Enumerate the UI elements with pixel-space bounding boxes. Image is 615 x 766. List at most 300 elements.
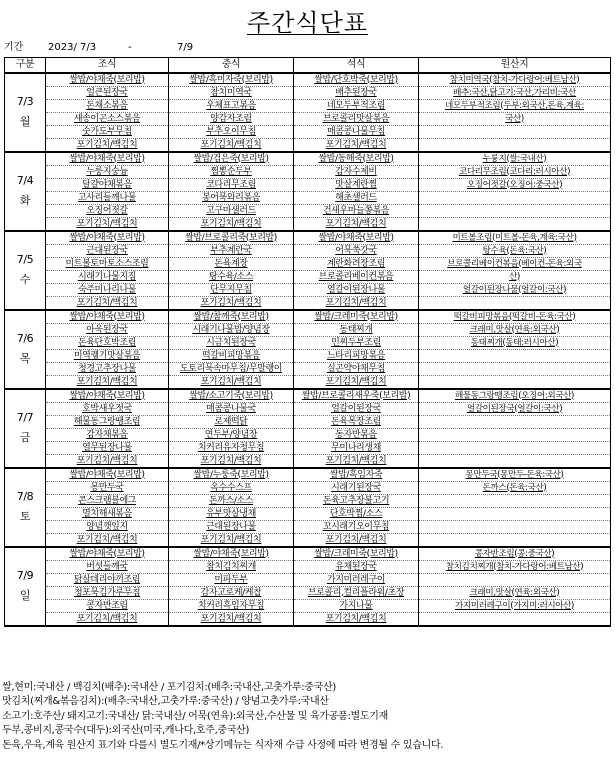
- menu-item: 우체표고볶음: [206, 100, 256, 111]
- dinner-cell: [294, 454, 419, 468]
- table-row: [5, 533, 611, 547]
- lunch-cell: [169, 178, 294, 191]
- dinner-cell: [294, 138, 419, 152]
- menu-item: 부추오이무침: [206, 126, 256, 137]
- origin-text: 미트볼조림(미트볼-돈육,계육:국산): [452, 232, 577, 243]
- breakfast-cell: [46, 73, 169, 87]
- menu-item: 청경고추장나물: [77, 363, 137, 374]
- lunch-cell: [169, 283, 294, 296]
- menu-item: 포기김치/백김치: [200, 534, 262, 545]
- table-row: [5, 494, 611, 507]
- table-row: [5, 612, 611, 626]
- lunch-cell: [169, 191, 294, 204]
- breakfast-cell: [46, 270, 169, 283]
- dinner-cell: [294, 112, 419, 125]
- table-row: [5, 599, 611, 612]
- lunch-cell: [169, 138, 294, 152]
- origin-text: 크래미,맛살(연육:외국산): [469, 324, 560, 335]
- breakfast-cell: [46, 125, 169, 138]
- menu-item: 실곤약야채무침: [326, 363, 386, 374]
- lunch-cell: [169, 389, 294, 403]
- table-row: [5, 349, 611, 362]
- menu-item: 근대된장국: [86, 245, 128, 256]
- day-cell: [5, 389, 46, 468]
- origin-text: 탕수육(돈육:국산): [482, 245, 547, 256]
- menu-item: 고사리들깨나물: [77, 192, 137, 203]
- dinner-cell: [294, 270, 419, 283]
- menu-item: 양념깻잎지: [86, 521, 128, 532]
- menu-item: 쌀밥/크레미죽(보리밥): [314, 311, 398, 322]
- menu-item: 시래기나물지짐: [77, 271, 137, 282]
- lunch-cell: [169, 599, 294, 612]
- menu-item: 유부맛살냉채: [206, 508, 256, 519]
- menu-item: 매콤콩나물국: [206, 403, 256, 414]
- menu-item: 몽만두국: [90, 482, 124, 493]
- table-row: [5, 257, 611, 270]
- dinner-cell: [294, 86, 419, 99]
- lunch-cell: [169, 481, 294, 494]
- breakfast-cell: [46, 178, 169, 191]
- menu-item: 가지미러레구이: [326, 574, 386, 585]
- breakfast-cell: [46, 481, 169, 494]
- origin-text: 네모두부적조림(두부:외국산,돈육,계육:: [444, 100, 585, 111]
- table-row: [5, 112, 611, 125]
- origin-text: 오징어젓갈(오징어:중국산): [466, 179, 563, 190]
- dinner-cell: [294, 560, 419, 573]
- breakfast-cell: [46, 257, 169, 270]
- lunch-cell: [169, 165, 294, 178]
- lunch-cell: [169, 612, 294, 626]
- origin-cell: [419, 389, 611, 403]
- dinner-cell: [294, 586, 419, 599]
- lunch-cell: [169, 349, 294, 362]
- lunch-cell: [169, 573, 294, 586]
- menu-item: 맛살계란찜: [335, 179, 377, 190]
- table-row: [5, 586, 611, 599]
- table-row: [5, 244, 611, 257]
- meal-table: [4, 57, 611, 627]
- dinner-cell: [294, 402, 419, 415]
- dinner-cell: [294, 178, 419, 191]
- table-row: [5, 152, 611, 166]
- lunch-cell: [169, 402, 294, 415]
- header-category: 구분: [5, 58, 46, 73]
- menu-item: 호박새우젓국: [82, 403, 132, 414]
- dinner-cell: [294, 481, 419, 494]
- table-row: [5, 481, 611, 494]
- menu-item: 쌀밥/브로콜리죽(보리밥): [185, 232, 277, 243]
- breakfast-cell: [46, 152, 169, 166]
- table-row: [5, 573, 611, 586]
- table-row: [5, 336, 611, 349]
- origin-cell: [419, 560, 611, 573]
- table-row: [5, 375, 611, 389]
- breakfast-cell: [46, 560, 169, 573]
- breakfast-cell: [46, 375, 169, 389]
- origin-cell: [419, 362, 611, 375]
- lunch-cell: [169, 520, 294, 533]
- menu-item: 배추된장국: [335, 87, 377, 98]
- menu-item: 청포묵김가루무침: [73, 587, 141, 598]
- breakfast-cell: [46, 428, 169, 441]
- table-row: [5, 520, 611, 533]
- day-date: 7/9: [16, 569, 34, 582]
- menu-item: 누룽지숭늉: [86, 166, 128, 177]
- table-row: [5, 428, 611, 441]
- table-row: [5, 178, 611, 191]
- menu-item: 매콤콩나물무침: [326, 126, 386, 137]
- menu-item: 근대된장나물: [206, 521, 256, 532]
- note-line: 소고기:호주산/ 돼지고기:국내산/ 닭:국내산/ 어묵(연육):외국산,수산물 및 육가공품:별도기재: [2, 710, 388, 722]
- breakfast-cell: [46, 112, 169, 125]
- breakfast-cell: [46, 599, 169, 612]
- origin-cell: [419, 349, 611, 362]
- breakfast-cell: [46, 520, 169, 533]
- dinner-cell: [294, 468, 419, 482]
- table-row: [5, 125, 611, 138]
- menu-item: 돈까스/소스: [208, 495, 254, 506]
- header-dinner: 석식: [294, 58, 419, 73]
- dinner-cell: [294, 494, 419, 507]
- origin-cell: [419, 573, 611, 586]
- origin-cell: [419, 165, 611, 178]
- dinner-cell: [294, 362, 419, 375]
- day-cell: [5, 73, 46, 152]
- table-row: [5, 204, 611, 217]
- menu-item: 쌀밥/검은죽(보리밥): [193, 153, 269, 164]
- origin-cell: [419, 375, 611, 389]
- origin-cell: [419, 73, 611, 87]
- breakfast-cell: [46, 349, 169, 362]
- dinner-cell: [294, 99, 419, 112]
- table-body: [5, 73, 611, 626]
- menu-item: 건새우마늘쫑볶음: [322, 205, 390, 216]
- menu-item: 꼬시래기오이무침: [322, 521, 390, 532]
- menu-item: 감자수제비: [335, 166, 377, 177]
- period-start: 2023/ 7/3: [48, 42, 97, 53]
- day-cell: [5, 468, 46, 547]
- menu-item: 감자고로케/케찹: [200, 587, 262, 598]
- dinner-cell: [294, 507, 419, 520]
- lunch-cell: [169, 375, 294, 389]
- dinner-cell: [294, 244, 419, 257]
- menu-item: 닭살데리야끼조림: [73, 574, 141, 585]
- origin-cell: [419, 520, 611, 533]
- lunch-cell: [169, 257, 294, 270]
- breakfast-cell: [46, 612, 169, 626]
- origin-cell: [419, 428, 611, 441]
- lunch-cell: [169, 99, 294, 112]
- origin-cell: [419, 257, 611, 270]
- origin-text: 참치미역국(참치-가다랑어:베트남산): [449, 74, 580, 85]
- menu-item: 쌀밥/야채죽(보리밥): [193, 548, 269, 559]
- note-line: 쌀,현미:국내산 / 백김치(배추):국내산 / 포기김치:(배추:국내산,고춧가루:중국산): [2, 682, 336, 693]
- menu-item: 돈육계장: [214, 258, 248, 269]
- breakfast-cell: [46, 231, 169, 245]
- origin-cell: [419, 125, 611, 138]
- origin-cell: [419, 99, 611, 112]
- breakfast-cell: [46, 533, 169, 547]
- menu-item: 고구마샐러드: [206, 205, 256, 216]
- menu-item: 로제떡닭: [214, 416, 248, 427]
- origin-cell: [419, 204, 611, 217]
- breakfast-cell: [46, 415, 169, 428]
- breakfast-cell: [46, 323, 169, 336]
- table-row: [5, 310, 611, 324]
- lunch-cell: [169, 507, 294, 520]
- menu-item: 쌀밥/야채죽(보리밥): [69, 548, 145, 559]
- menu-item: 포기김치/백김치: [325, 297, 387, 308]
- menu-item: 쌀밥/야채죽(보리밥): [318, 232, 394, 243]
- dinner-cell: [294, 310, 419, 324]
- menu-item: 숙주미나리나물: [77, 284, 137, 295]
- dinner-cell: [294, 165, 419, 178]
- table-row: [5, 323, 611, 336]
- origin-cell: [419, 231, 611, 245]
- menu-item: 미역퀭기맛살볶음: [73, 350, 141, 361]
- day-cell: [5, 547, 46, 626]
- day-weekday: 화: [19, 194, 31, 207]
- dinner-cell: [294, 125, 419, 138]
- table-row: [5, 86, 611, 99]
- menu-item: 열무된장나물: [82, 442, 132, 453]
- origin-cell: [419, 533, 611, 547]
- table-row: [5, 389, 611, 403]
- menu-item: 양감자조림: [210, 113, 252, 124]
- menu-item: 멸치해새볶음: [82, 508, 132, 519]
- table-row: [5, 402, 611, 415]
- menu-item: 포기김치/백김치: [200, 297, 262, 308]
- dinner-cell: [294, 415, 419, 428]
- menu-item: 포기김치/백김치: [325, 534, 387, 545]
- menu-item: 민찌두부조림: [331, 337, 381, 348]
- dinner-cell: [294, 573, 419, 586]
- table-row: [5, 547, 611, 561]
- menu-item: 참치미역국: [210, 87, 252, 98]
- dinner-cell: [294, 231, 419, 245]
- menu-item: 동태찌개: [339, 324, 373, 335]
- lunch-cell: [169, 323, 294, 336]
- day-cell: [5, 231, 46, 310]
- breakfast-cell: [46, 494, 169, 507]
- origin-text: 산): [509, 271, 520, 282]
- day-cell: [5, 152, 46, 231]
- day-date: 7/5: [16, 253, 34, 266]
- menu-item: 포기김치/백김치: [325, 455, 387, 466]
- menu-item: 유채된장국: [335, 561, 377, 572]
- menu-item: 포기김치/백김치: [325, 613, 387, 624]
- origin-cell: [419, 323, 611, 336]
- origin-text: 코다리무조림(코다리:러시아산): [458, 166, 571, 177]
- note-line: 돈육,우육,계육 원산지 표기와 다를시 별도기재/*상기메뉴는 식자재 수급 사정에 따라 변경될 수 있습니다.: [2, 739, 444, 751]
- breakfast-cell: [46, 244, 169, 257]
- day-cell: [5, 310, 46, 389]
- origin-text: 국산): [505, 113, 524, 124]
- menu-item: 달걀야채볶음: [82, 179, 132, 190]
- menu-item: 포기김치/백김치: [325, 376, 387, 387]
- menu-item: 시금치된장국: [206, 337, 256, 348]
- menu-item: 도토리묵속마무침/무말랭이: [179, 363, 283, 374]
- menu-item: 쌀밥/야채죽(보리밥): [69, 311, 145, 322]
- lunch-cell: [169, 125, 294, 138]
- table-row: [5, 560, 611, 573]
- origin-text: 배추:국산,닭고기:국산,가리비:국산: [453, 87, 576, 98]
- menu-item: 쌀밥/단호박죽(보리밥): [314, 74, 398, 85]
- dinner-cell: [294, 73, 419, 87]
- origin-text: 동태찌개(동태:러시아산): [470, 337, 559, 348]
- breakfast-cell: [46, 138, 169, 152]
- lunch-cell: [169, 112, 294, 125]
- breakfast-cell: [46, 441, 169, 454]
- origin-cell: [419, 415, 611, 428]
- dinner-cell: [294, 428, 419, 441]
- breakfast-cell: [46, 586, 169, 599]
- menu-item: 브로콜리맛살볶음: [322, 113, 390, 124]
- menu-item: 연두부/양념장: [204, 429, 258, 440]
- menu-item: 포기김치/백김치: [200, 376, 262, 387]
- menu-item: 포기김치/백김치: [76, 376, 138, 387]
- table-row: [5, 296, 611, 310]
- menu-item: 쌀밥/참깨죽(보리밥): [193, 311, 269, 322]
- menu-item: 숫가도부무침: [82, 126, 132, 137]
- menu-item: 쌀밥/흑미자죽(보리밥): [189, 74, 273, 85]
- origin-cell: [419, 112, 611, 125]
- day-date: 7/6: [16, 332, 34, 345]
- menu-item: 열갈이된장나물: [326, 284, 386, 295]
- origin-text: 돈까스(돈육:국산): [482, 482, 547, 493]
- header-origin: 원산지: [419, 58, 611, 73]
- menu-item: 단무지무침: [210, 284, 252, 295]
- menu-item: 네모두부적조림: [326, 100, 386, 111]
- menu-item: 돈육고추장불고기: [322, 495, 390, 506]
- menu-item: 버섯들깨국: [86, 561, 128, 572]
- menu-item: 돈채소볶음: [86, 100, 128, 111]
- lunch-cell: [169, 468, 294, 482]
- breakfast-cell: [46, 283, 169, 296]
- dinner-cell: [294, 441, 419, 454]
- day-weekday: 수: [19, 273, 31, 286]
- table-row: [5, 191, 611, 204]
- day-weekday: 금: [19, 431, 31, 444]
- lunch-cell: [169, 362, 294, 375]
- menu-item: 미파두부: [214, 574, 248, 585]
- menu-item: 포기김치/백김치: [76, 534, 138, 545]
- lunch-cell: [169, 86, 294, 99]
- origin-cell: [419, 270, 611, 283]
- menu-item: 돈육목장조림: [331, 416, 381, 427]
- dinner-cell: [294, 389, 419, 403]
- menu-item: 브로콜리,컬리플라워/초장: [307, 587, 405, 598]
- origin-cell: [419, 612, 611, 626]
- dinner-cell: [294, 520, 419, 533]
- origin-text: 해물동그랑땡조림(오징어:외국산): [454, 390, 575, 401]
- dinner-cell: [294, 533, 419, 547]
- menu-item: 시래기나물밥/양념장: [192, 324, 270, 335]
- menu-item: 시래기된장국: [331, 482, 381, 493]
- menu-item: 새송이곤소스볶음: [73, 113, 141, 124]
- lunch-cell: [169, 244, 294, 257]
- menu-item: 해물동그랑땡조림: [73, 416, 141, 427]
- menu-item: 어묵쑥갓국: [335, 245, 377, 256]
- breakfast-cell: [46, 336, 169, 349]
- menu-item: 단호박찜/소스: [329, 508, 383, 519]
- table-row: [5, 441, 611, 454]
- lunch-cell: [169, 441, 294, 454]
- table-row: [5, 507, 611, 520]
- origin-cell: [419, 441, 611, 454]
- origin-text: 참치김치찌개(참치-가다랑어:베트남산): [445, 561, 584, 572]
- menu-item: 쌀밥/야채죽(보리밥): [69, 232, 145, 243]
- breakfast-cell: [46, 217, 169, 231]
- day-weekday: 일: [19, 589, 31, 602]
- menu-item: 무미나리생채: [331, 442, 381, 453]
- day-weekday: 목: [19, 352, 31, 365]
- breakfast-cell: [46, 165, 169, 178]
- menu-item: 콩자반조림: [86, 600, 128, 611]
- table-header-row: [5, 58, 611, 73]
- origin-cell: [419, 468, 611, 482]
- menu-item: 오징어젓갈: [86, 205, 128, 216]
- menu-item: 느타리피망볶음: [326, 350, 386, 361]
- lunch-cell: [169, 428, 294, 441]
- menu-item: 가지나물: [339, 600, 373, 611]
- menu-item: 돈육단호박조림: [77, 337, 137, 348]
- table-row: [5, 454, 611, 468]
- dinner-cell: [294, 191, 419, 204]
- table-row: [5, 468, 611, 482]
- lunch-cell: [169, 204, 294, 217]
- dinner-cell: [294, 204, 419, 217]
- lunch-cell: [169, 560, 294, 573]
- origin-cell: [419, 283, 611, 296]
- lunch-cell: [169, 152, 294, 166]
- dinner-cell: [294, 296, 419, 310]
- lunch-cell: [169, 270, 294, 283]
- breakfast-cell: [46, 454, 169, 468]
- menu-item: 쌀밥/야채죽(보리밥): [69, 390, 145, 401]
- origin-text: 브로콜리베이컨볶음(베이컨-돈육:외국: [447, 258, 582, 269]
- table-row: [5, 138, 611, 152]
- breakfast-cell: [46, 573, 169, 586]
- menu-item: 포기김치/백김치: [200, 139, 262, 150]
- breakfast-cell: [46, 191, 169, 204]
- breakfast-cell: [46, 86, 169, 99]
- breakfast-cell: [46, 99, 169, 112]
- note-line: 두부,콩비지,콩국수(대두):외국산(미국,캐나다,호주,중국산): [2, 725, 250, 737]
- period-label: 기간: [4, 42, 24, 53]
- menu-item: 치커리유자청무침: [197, 442, 265, 453]
- breakfast-cell: [46, 310, 169, 324]
- lunch-cell: [169, 73, 294, 87]
- dinner-cell: [294, 323, 419, 336]
- menu-item: 아욱된장국: [86, 324, 128, 335]
- menu-item: 동자반볶음: [335, 429, 377, 440]
- origin-text: 얼갈이된장나물(얼갈이:국산): [462, 284, 567, 295]
- origin-text: 크래미,맛살(연육:외국산): [469, 587, 560, 598]
- menu-item: 포기김치/백김치: [76, 613, 138, 624]
- origin-cell: [419, 454, 611, 468]
- dinner-cell: [294, 599, 419, 612]
- origin-text: 누룽지(쌀:국내산): [482, 153, 547, 164]
- table-row: [5, 283, 611, 296]
- origin-text: 가지미러레구이(가지미:러시아산): [454, 600, 575, 611]
- menu-item: 포기김치/백김치: [76, 455, 138, 466]
- origin-text: 떡갈비피망볶음(떡갈비-돈육:국산): [453, 311, 576, 322]
- menu-item: 브로콜리베이컨볶음: [318, 271, 394, 282]
- menu-item: 콘스크램블에그: [77, 495, 137, 506]
- breakfast-cell: [46, 507, 169, 520]
- origin-text: 몽만두국(몽만두-돈육:국산): [465, 469, 564, 480]
